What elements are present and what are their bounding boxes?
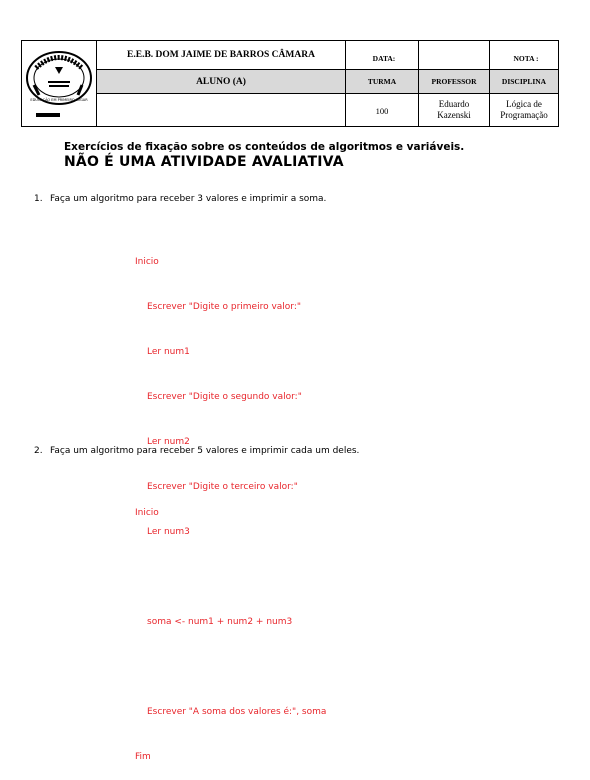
subject-label: DISCIPLINA [490, 70, 558, 93]
class-value: 100 [375, 106, 389, 116]
date-label: DATA: [372, 53, 396, 63]
question-text: Faça um algoritmo para receber 5 valores e imprimir cada um deles. [50, 446, 360, 456]
subject-line-2: Programação [500, 110, 548, 120]
grade-label: NOTA : [513, 53, 539, 63]
class-label: TURMA [346, 70, 418, 93]
student-label: ALUNO (A) [97, 70, 345, 93]
code-line: Escrever "A soma dos valores é:", soma [147, 707, 327, 717]
code-line [135, 660, 326, 675]
question-number: 2. [34, 446, 43, 456]
not-graded-notice: NÃO É UMA ATIVIDADE AVALIATIVA [64, 154, 344, 170]
question-2 [34, 446, 359, 456]
question-text: Faça um algoritmo para receber 3 valores e imprimir a soma. [50, 194, 327, 204]
teacher-last-name: Kazenski [437, 110, 471, 120]
code-line: Inicio [135, 257, 159, 267]
logo-motto: EDUCAÇÃO EM PRIMEIRO LUGAR [30, 98, 88, 102]
code-line: Ler num3 [147, 527, 190, 537]
code-line: Inicio [135, 508, 159, 518]
code-line: Ler num1 [147, 347, 190, 357]
code-line: soma <- num1 + num2 + num3 [147, 617, 293, 627]
school-name: E.E.B. DOM JAIME DE BARROS CÂMARA [127, 50, 315, 60]
code-line [135, 570, 326, 585]
school-logo [22, 41, 96, 126]
question-number: 1. [34, 194, 43, 204]
code-line: Escrever "Digite o primeiro valor:" [147, 302, 302, 312]
student-name-field [97, 94, 345, 126]
teacher-label: PROFESSOR [419, 70, 489, 93]
code-line: Ler num2 [147, 437, 190, 447]
exercise-description: Exercícios de fixação sobre os conteúdos de algoritmos e variáveis. [64, 141, 465, 153]
header-table [21, 40, 559, 127]
algorithm-block-2 [135, 476, 159, 536]
subject-value [490, 94, 558, 126]
subject-line-1: Lógica de [506, 99, 542, 109]
question-1 [34, 194, 326, 204]
teacher-value [419, 94, 489, 126]
teacher-first-name: Eduardo [438, 99, 470, 109]
date-value [419, 41, 489, 69]
code-line: Fim [135, 752, 151, 762]
algorithm-block-1 [135, 225, 326, 780]
code-line: Escrever "Digite o segundo valor:" [147, 392, 302, 402]
code-line: Escrever "Digite o terceiro valor:" [147, 482, 298, 492]
